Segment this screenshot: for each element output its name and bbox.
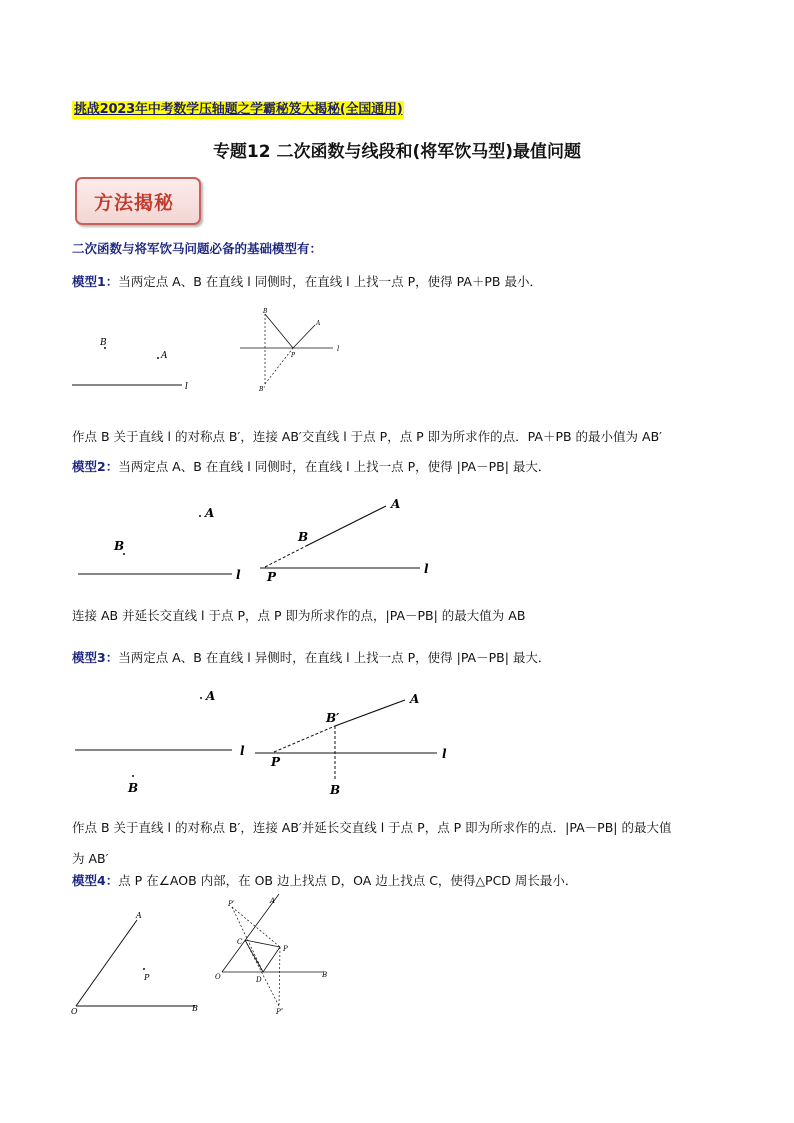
ray-oa — [76, 920, 137, 1006]
label-l-2: l — [442, 747, 447, 761]
label-a-2: A — [391, 497, 401, 511]
label-b: B — [192, 1004, 198, 1013]
label-l-2: l — [424, 562, 429, 576]
model-4-figures — [60, 893, 360, 1023]
label-l: l — [236, 568, 241, 582]
label-a: A — [206, 689, 216, 703]
label-b: B — [100, 338, 107, 348]
model-4-line — [72, 871, 577, 889]
model-2-text: 当两定点 A、B 在直线 l 同侧时，在直线 l 上找一点 P，使得 |PA－PB| 最大． — [118, 459, 551, 474]
segment-b-prime-p — [265, 348, 293, 384]
segment-ab — [306, 506, 386, 546]
method-section-label: 方法揭秘 — [94, 192, 175, 214]
model-4-text: 点 P 在∠AOB 内部，在 OB 边上找点 D，OA 边上找点 C，使得△PCD 周长最小． — [118, 873, 578, 888]
segment-bp — [265, 314, 293, 348]
label-p-2: P — [271, 755, 281, 769]
page-title: 专题12 二次函数与线段和(将军饮马型)最值问题 — [212, 142, 582, 162]
label-p-prime: P′ — [228, 900, 235, 908]
label-p-2: P — [283, 945, 288, 953]
label-b: B — [114, 539, 125, 553]
header-tag: 挑战2023年中考数学压轴题之学霸秘笈大揭秘(全国通用) — [74, 102, 403, 117]
label-b-2: B — [330, 783, 341, 797]
model-1-line — [72, 272, 542, 290]
segment-b-prime-p-extension — [274, 726, 335, 752]
label-p-2: P — [291, 352, 296, 359]
model-3-text: 当两定点 A、B 在直线 l 异侧时，在直线 l 上找一点 P，使得 |PA－PB| 最大． — [118, 650, 551, 665]
model-3-explain-line2: 为 AB′ — [72, 851, 109, 866]
label-b-prime-2: B' — [259, 386, 266, 393]
point-a-dot — [199, 515, 201, 517]
label-p: P — [144, 973, 150, 982]
segment-cp — [245, 940, 280, 947]
model-2-figures — [60, 488, 450, 588]
label-d: D — [256, 976, 262, 984]
model-1-text: 当两定点 A、B 在直线 l 同侧时，在直线 l 上找一点 P，使得 PA＋PB 最小． — [118, 274, 542, 289]
label-o-2: O — [215, 973, 221, 981]
point-b-dot — [132, 775, 134, 777]
label-b-2: B — [322, 971, 328, 979]
label-p-double: P″ — [276, 1008, 284, 1016]
label-o: O — [71, 1007, 78, 1016]
segment-c-p-double — [245, 940, 279, 1006]
model-3-figures — [60, 680, 460, 805]
segment-bp-extension — [265, 546, 306, 567]
model-4-label: 模型4： — [72, 873, 119, 888]
label-l: l — [240, 744, 245, 758]
model-2-line — [72, 457, 550, 475]
model-3-explain-line1: 作点 B 关于直线 l 的对称点 B′，连接 AB′并延长交直线 l 于点 P，点 P 即为所求作的点．|PA－PB| 的最大值 — [72, 820, 672, 835]
label-a: A — [136, 911, 142, 920]
label-l-2: l — [337, 345, 340, 353]
model-1-figures — [60, 300, 360, 400]
point-p-dot — [143, 968, 145, 970]
label-b-prime-2: B′ — [326, 711, 340, 725]
intro-text: 二次函数与将军饮马问题必备的基础模型有： — [72, 241, 323, 256]
point-a-dot — [200, 697, 202, 699]
segment-ab-prime — [335, 700, 405, 726]
point-a-dot — [157, 357, 159, 359]
model-1-explain: 作点 B 关于直线 l 的对称点 B′，连接 AB′交直线 l 于点 P，点 P 即为所求作的点．PA＋PB 的最小值为 AB′ — [72, 429, 662, 444]
label-l: l — [185, 382, 188, 392]
label-p-2: P — [267, 570, 277, 584]
label-b: B — [128, 781, 139, 795]
label-a: A — [205, 506, 215, 520]
label-a-2: A — [316, 320, 321, 327]
model-2-label: 模型2： — [72, 459, 119, 474]
segment-dp — [263, 947, 280, 972]
segment-p-p-double — [279, 947, 280, 1006]
model-2-explain: 连接 AB 并延长交直线 l 于点 P，点 P 即为所求作的点，|PA－PB| 的最大值为 AB — [72, 608, 526, 623]
model-3-label: 模型3： — [72, 650, 119, 665]
label-a-2: A — [410, 692, 420, 706]
label-b-2: B — [298, 530, 309, 544]
model-1-label: 模型1： — [72, 274, 119, 289]
model-3-line — [72, 648, 550, 666]
segment-pa — [293, 325, 315, 348]
label-b-2: B — [263, 308, 268, 315]
label-a-2: A — [270, 897, 276, 905]
label-a: A — [161, 351, 168, 361]
label-c: C — [237, 938, 243, 946]
point-b-dot — [123, 553, 125, 555]
